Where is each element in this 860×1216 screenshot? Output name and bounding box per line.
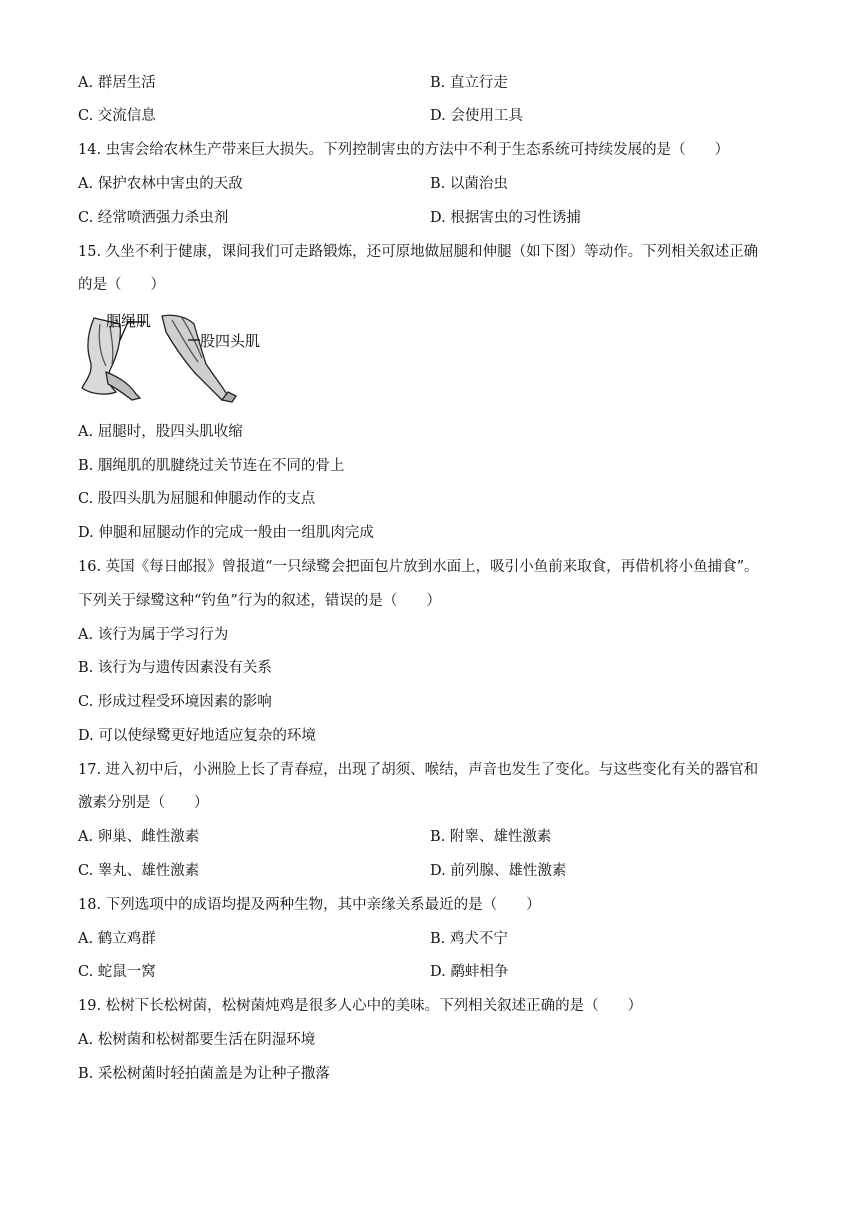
q15-option-b: B. 腘绳肌的肌腱绕过关节连在不同的骨上 — [78, 458, 345, 474]
q17-option-b: B. 附睾、雄性激素 — [430, 829, 552, 845]
q16-option-d: D. 可以使绿鹭更好地适应复杂的环境 — [78, 728, 316, 744]
bent-leg-drawing — [82, 318, 140, 400]
q15-stem-line-2: 的是（ ） — [78, 277, 165, 293]
q13-option-b: B. 直立行走 — [430, 75, 508, 91]
q13-options-row-1 — [78, 72, 798, 94]
q17-options-row-2 — [78, 860, 798, 882]
q14-option-d: D. 根据害虫的习性诱捕 — [430, 210, 581, 226]
straight-leg-drawing — [162, 315, 236, 402]
q19-option-a: A. 松树菌和松树都要生活在阴湿环境 — [78, 1032, 316, 1048]
q16-option-a: A. 该行为属于学习行为 — [78, 627, 229, 643]
q17-options-row-1 — [78, 826, 798, 848]
q17-stem-line-2: 激素分别是（ ） — [78, 795, 209, 811]
q14-stem: 14. 虫害会给农林生产带来巨大损失。下列控制害虫的方法中不利于生态系统可持续发展的是（ ） — [78, 142, 730, 158]
leg-muscle-illustration — [76, 310, 266, 405]
q18-options-row-2 — [78, 961, 798, 983]
q18-option-a: A. 鹤立鸡群 — [78, 931, 156, 947]
q15-option-d: D. 伸腿和屈腿动作的完成一般由一组肌肉完成 — [78, 525, 374, 541]
q13-option-d: D. 会使用工具 — [430, 108, 523, 124]
q17-option-a: A. 卵巢、雌性激素 — [78, 829, 200, 845]
q13-option-a: A. 群居生活 — [78, 75, 156, 91]
q18-stem: 18. 下列选项中的成语均提及两种生物，其中亲缘关系最近的是（ ） — [78, 897, 541, 913]
q17-option-c: C. 睾丸、雄性激素 — [78, 863, 200, 879]
q18-options-row-1 — [78, 928, 798, 950]
q18-option-c: C. 蛇鼠一窝 — [78, 964, 156, 980]
q18-option-d: D. 鹬蚌相争 — [430, 964, 509, 980]
q16-option-c: C. 形成过程受环境因素的影响 — [78, 694, 272, 710]
q15-stem-line-1: 15. 久坐不利于健康，课间我们可走路锻炼，还可原地做屈腿和伸腿（如下图）等动作。下列相关叙述正确 — [78, 244, 759, 260]
q14-option-a: A. 保护农林中害虫的天敌 — [78, 176, 243, 192]
q18-option-b: B. 鸡犬不宁 — [430, 931, 508, 947]
q14-options-row-1 — [78, 173, 798, 195]
hamstring-label: 腘绳肌 — [106, 312, 152, 330]
q16-stem-line-1: 16. 英国《每日邮报》曾报道“一只绿鹭会把面包片放到水面上，吸引小鱼前来取食，再借机将小鱼捕食”。 — [78, 559, 759, 575]
q15-option-a: A. 屈腿时，股四头肌收缩 — [78, 424, 243, 440]
quadriceps-label: 股四头肌 — [200, 332, 261, 350]
q17-stem-line-1: 17. 进入初中后，小洲脸上长了青春痘，出现了胡须、喉结，声音也发生了变化。与这些变化有关的器官和 — [78, 762, 759, 778]
q16-option-b: B. 该行为与遗传因素没有关系 — [78, 660, 272, 676]
q19-stem: 19. 松树下长松树菌，松树菌炖鸡是很多人心中的美味。下列相关叙述正确的是（ ） — [78, 998, 643, 1014]
q14-options-row-2 — [78, 207, 798, 229]
q13-option-c: C. 交流信息 — [78, 108, 156, 124]
q19-option-b: B. 采松树菌时轻拍菌盖是为让种子撒落 — [78, 1066, 330, 1082]
q14-option-c: C. 经常喷洒强力杀虫剂 — [78, 210, 229, 226]
q13-options-row-2 — [78, 105, 798, 127]
q16-stem-line-2: 下列关于绿鹭这种“钓鱼”行为的叙述，错误的是（ ） — [78, 593, 441, 609]
q17-option-d: D. 前列腺、雄性激素 — [430, 863, 567, 879]
q15-option-c: C. 股四头肌为屈腿和伸腿动作的支点 — [78, 491, 316, 507]
leg-muscle-figure — [76, 310, 266, 405]
q14-option-b: B. 以菌治虫 — [430, 176, 508, 192]
